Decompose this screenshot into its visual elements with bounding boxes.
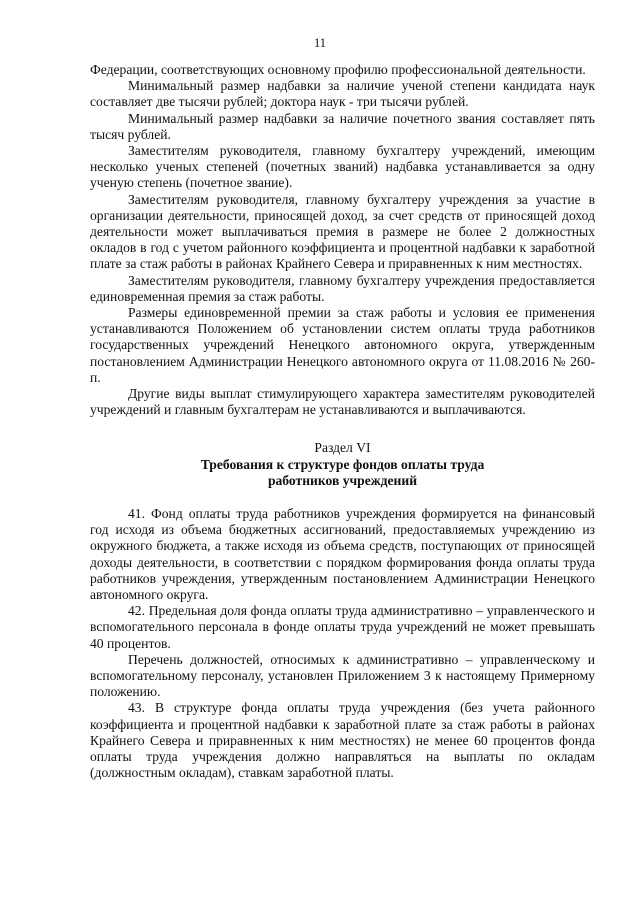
section-title-line-1: Требования к структуре фондов оплаты труда [200,456,485,472]
page-number: 11 [313,36,327,50]
paragraph: 41. Фонд оплаты труда работников учреждения формируется на финансовый год исходя из объема бюджетных ассигнований, предоставляемых учреждению из окружного бюджета, а также исходя из объема средств, поступающих от приносящей доходы деятельности, в соответствии с порядком формирования фонда оплаты труда работников учреждения, утвержденным постановлением Администрации Ненецкого автономного округа. [90,505,595,602]
paragraph: Перечень должностей, относимых к административно – управленческому и вспомогательному персоналу, установлен Приложением 3 к настоящему Примерному положению. [90,651,595,700]
section-heading [90,440,595,490]
section-title-line-2: работников учреждений [267,473,418,489]
paragraph: 43. В структуре фонда оплаты труда учреждения (без учета районного коэффициента и процентной надбавки к заработной плате за стаж работы в районах Крайнего Севера и приравненных к ним местностях) не менее 60 процентов фонда оплаты труда учреждения должно направляться на выплаты по окладам (должностным окладам), ставкам заработной платы. [90,700,595,781]
paragraph: Другие виды выплат стимулирующего характера заместителям руководителей учреждений и главным бухгалтерам не устанавливаются и выплачиваются. [90,386,595,418]
paragraph: Заместителям руководителя, главному бухгалтеру учреждения предоставляется единовременная премия за стаж работы. [90,272,595,304]
paragraph: Федерации, соответствующих основному профилю профессиональной деятельности. [90,62,586,77]
paragraph: Минимальный размер надбавки за наличие ученой степени кандидата наук составляет две тысячи рублей; доктора наук - три тысячи рублей. [90,78,595,110]
document-body [90,62,595,781]
paragraphs-bottom [90,506,595,781]
paragraph: Заместителям руководителя, главному бухгалтеру учреждения за участие в организации деятельности, приносящей доход, за счет средств от приносящей доход деятельности может выплачиваться премия в размере не более 2 должностных окладов в год с учетом районного коэффициента и процентной надбавки к заработной плате за стаж работы в районах Крайнего Севера и приравненных к ним местностях. [90,191,595,272]
paragraph: Минимальный размер надбавки за наличие почетного звания составляет пять тысяч рублей. [90,110,595,142]
section-number: Раздел VI [314,440,371,456]
paragraph: 42. Предельная доля фонда оплаты труда административно – управленческого и вспомогательного персонала в фонде оплаты труда учреждений не может превышать 40 процентов. [90,603,595,651]
paragraphs-top [90,62,595,418]
paragraph: Размеры единовременной премии за стаж работы и условия ее применения устанавливаются Положением об установлении систем оплаты труда работников государственных учреждений Ненецкого автономного округа, утвержденным постановлением Администрации Ненецкого автономного округа от 11.08.2016 № 260-п. [90,305,595,385]
spacer [90,490,595,506]
paragraph: Заместителям руководителя, главному бухгалтеру учреждений, имеющим несколько ученых степеней (почетных званий) надбавка устанавливается за одну ученую степень (почетное звание). [90,143,595,191]
